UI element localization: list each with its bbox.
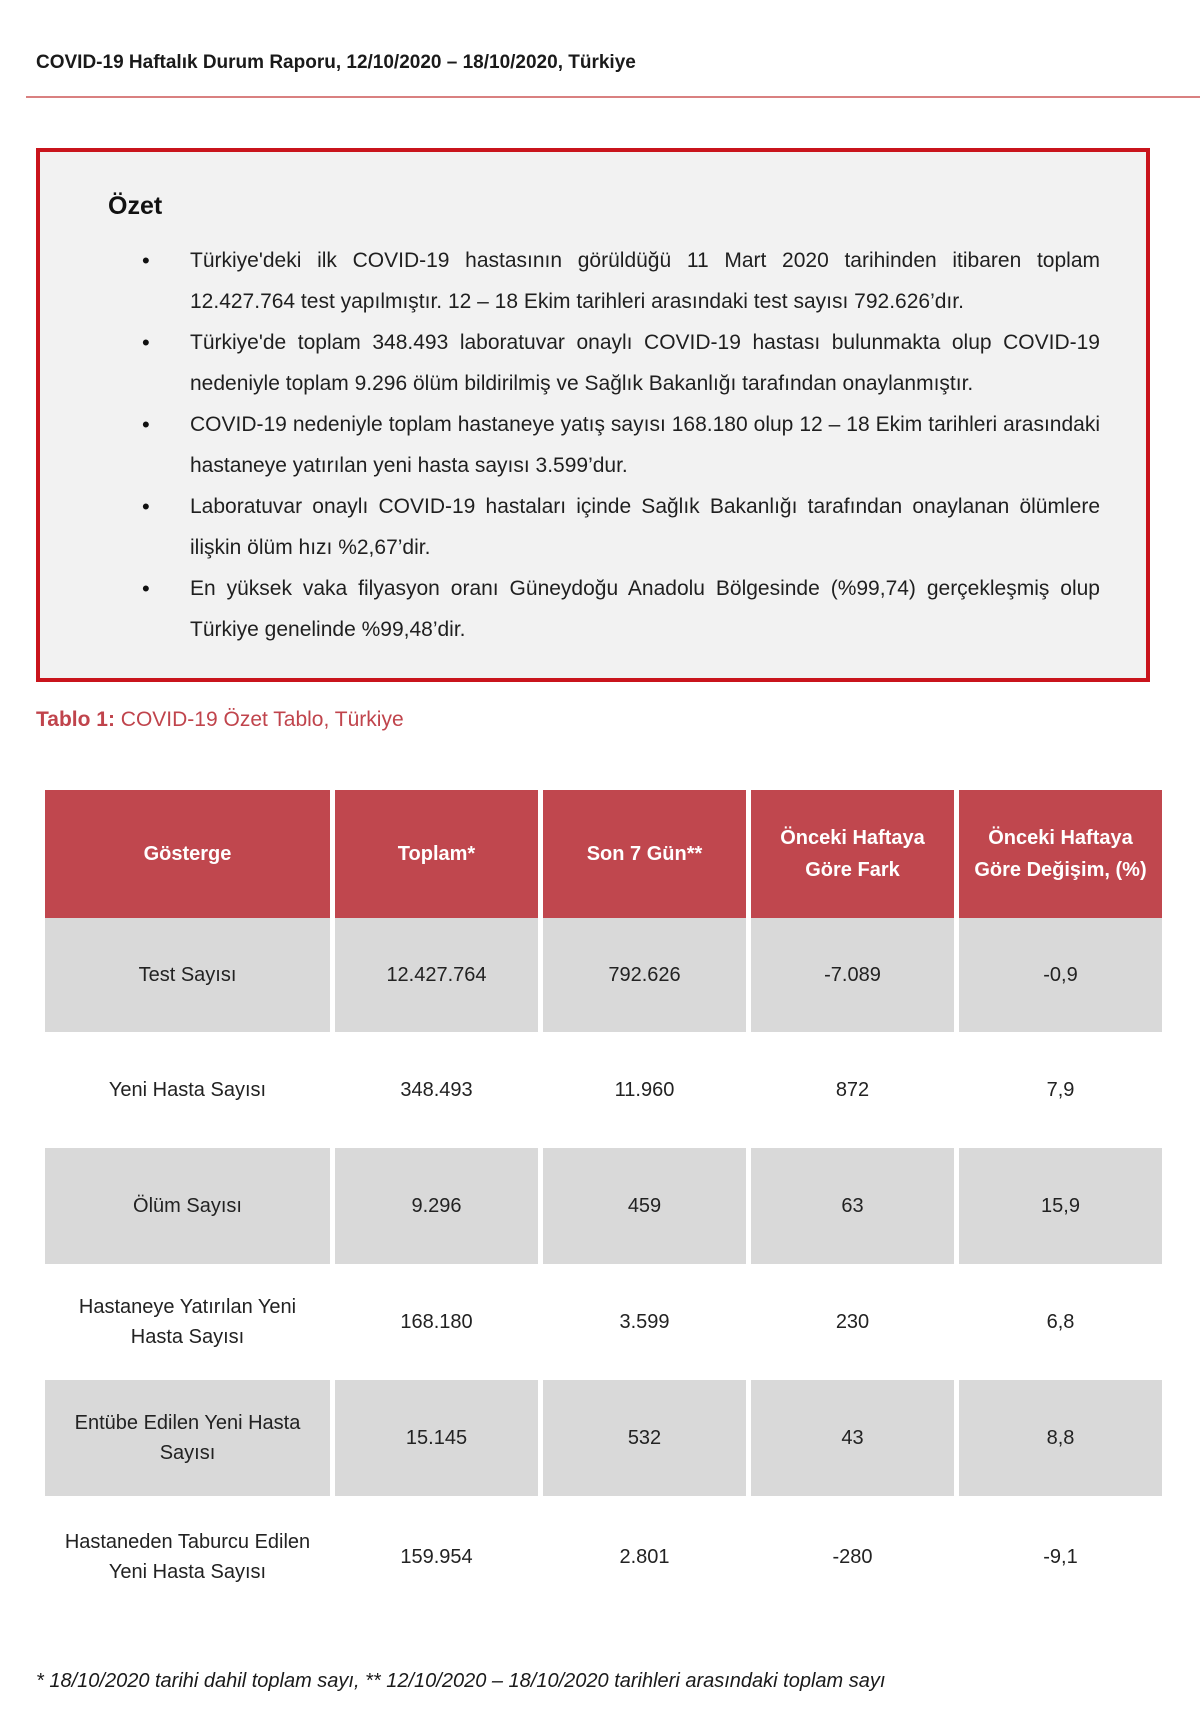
row-label: Hastaneden Taburcu Edilen Yeni Hasta Sayısı (64, 1531, 311, 1583)
summary-list (100, 240, 1100, 650)
table-row (45, 1380, 1162, 1496)
cell-last-7-days: 11.960 (614, 1079, 675, 1101)
summary-table (40, 790, 1167, 1618)
cell-last-7-days: 532 (543, 1380, 746, 1496)
cell-change-pct: 15,9 (959, 1148, 1162, 1264)
row-label: Hastaneye Yatırılan Yeni Hasta Sayısı (78, 1296, 297, 1348)
cell-total: 348.493 (400, 1079, 473, 1101)
table-row (45, 1148, 1162, 1264)
summary-item-text: Türkiye'deki ilk COVID-19 hastasının görüldüğü 11 Mart 2020 tarihinden itibaren toplam 12.427.764 test yapılmıştır. 12 – 18 Ekim tarihleri arasındaki test sayısı 792.626’dır. (190, 249, 1100, 313)
summary-item (100, 404, 1100, 486)
summary-item-text: Türkiye'de toplam 348.493 laboratuvar onaylı COVID-19 hastası bulunmakta olup COVID-19 nedeniyle toplam 9.296 ölüm bildirilmiş ve Sağlık Bakanlığı tarafından onaylanmıştır. (190, 331, 1100, 395)
bullet-icon: • (142, 576, 150, 601)
cell-difference: 43 (751, 1380, 954, 1496)
cell-difference: 872 (835, 1079, 870, 1101)
cell-difference: 230 (835, 1311, 870, 1333)
row-label: Entübe Edilen Yeni Hasta Sayısı (45, 1380, 330, 1496)
bullet-icon: • (142, 330, 150, 355)
cell-difference: -280 (832, 1546, 873, 1568)
table-caption-label: Tablo 1: (36, 708, 115, 731)
col-header-indicator: Gösterge (45, 790, 330, 918)
cell-change-pct: -0,9 (959, 918, 1162, 1032)
table-row (45, 1264, 1162, 1380)
summary-item (100, 240, 1100, 322)
table-row (45, 918, 1162, 1032)
cell-change-pct: 7,9 (1046, 1079, 1075, 1101)
summary-item-text: Laboratuvar onaylı COVID-19 hastaları içinde Sağlık Bakanlığı tarafından onaylanan ölümlere ilişkin ölüm hızı %2,67’dir. (190, 495, 1100, 559)
cell-total: 168.180 (400, 1311, 473, 1333)
col-header-weekly-difference: Önceki Haftaya Göre Fark (751, 790, 954, 918)
col-header-last-7-days: Son 7 Gün** (543, 790, 746, 918)
bullet-icon: • (142, 494, 150, 519)
cell-last-7-days: 2.801 (619, 1546, 670, 1568)
table-caption (36, 708, 404, 732)
cell-change-pct: -9,1 (1043, 1546, 1078, 1568)
table-header-row (45, 790, 1162, 918)
cell-last-7-days: 3.599 (619, 1311, 670, 1333)
cell-total: 159.954 (400, 1546, 473, 1568)
summary-box (36, 148, 1150, 682)
summary-item-text: En yüksek vaka filyasyon oranı Güneydoğu Anadolu Bölgesinde (%99,74) gerçekleşmiş olup Türkiye genelinde %99,48’dir. (190, 577, 1100, 641)
table-caption-text: COVID-19 Özet Tablo, Türkiye (114, 708, 404, 731)
summary-item-text: COVID-19 nedeniyle toplam hastaneye yatış sayısı 168.180 olup 12 – 18 Ekim tarihleri arasındaki hastaneye yatırılan yeni hasta sayısı 3.599’dur. (190, 413, 1100, 477)
col-header-weekly-change-pct: Önceki Haftaya Göre Değişim, (%) (959, 790, 1162, 918)
col-header-total: Toplam* (335, 790, 538, 918)
cell-total: 15.145 (335, 1380, 538, 1496)
cell-total: 9.296 (335, 1148, 538, 1264)
row-label: Test Sayısı (45, 918, 330, 1032)
row-label: Yeni Hasta Sayısı (108, 1079, 267, 1101)
cell-difference: -7.089 (751, 918, 954, 1032)
cell-difference: 63 (751, 1148, 954, 1264)
table-row (45, 1496, 1162, 1618)
header-divider (26, 96, 1200, 98)
table-footnote: * 18/10/2020 tarihi dahil toplam sayı, ** 12/10/2020 – 18/10/2020 tarihleri arasındaki toplam sayı (36, 1670, 886, 1692)
bullet-icon: • (142, 248, 150, 273)
summary-item (100, 568, 1100, 650)
summary-item (100, 486, 1100, 568)
cell-total: 12.427.764 (335, 918, 538, 1032)
cell-last-7-days: 792.626 (543, 918, 746, 1032)
row-label: Ölüm Sayısı (45, 1148, 330, 1264)
table-row (45, 1032, 1162, 1148)
report-title: COVID-19 Haftalık Durum Raporu, 12/10/2020 – 18/10/2020, Türkiye (36, 52, 636, 73)
summary-item (100, 322, 1100, 404)
cell-change-pct: 6,8 (1046, 1311, 1075, 1333)
cell-last-7-days: 459 (543, 1148, 746, 1264)
cell-change-pct: 8,8 (959, 1380, 1162, 1496)
bullet-icon: • (142, 412, 150, 437)
summary-heading: Özet (108, 192, 163, 220)
